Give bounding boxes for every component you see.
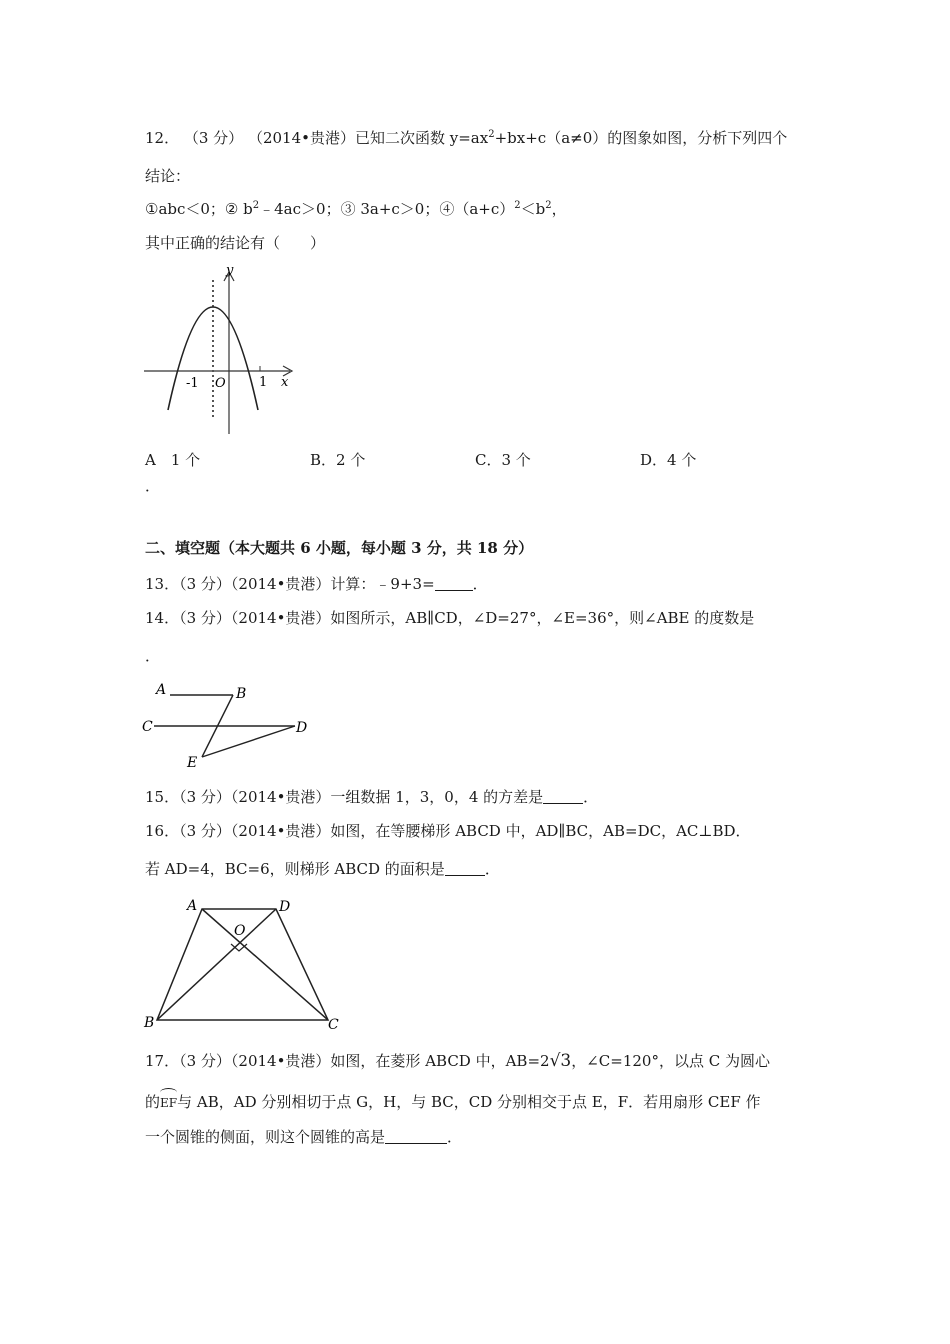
q17-sqrt3: √3 [549, 1051, 572, 1071]
q13 [145, 574, 488, 594]
label-a: A [187, 898, 198, 914]
q17-line3 [145, 1127, 462, 1147]
parabola-curve [168, 307, 258, 410]
q17-arc-ef: EF [160, 1089, 177, 1113]
q12-stem-b: +bx+c（a≠0）的图象如图，分析下列四个 [494, 129, 788, 147]
q12-stem-a: 已知二次函数 y=ax [355, 129, 489, 147]
q17-line1a: 17．（3 分）（2014•贵港）如图，在菱形 ABCD 中，AB=2 [145, 1052, 550, 1070]
q17-line2a: 的 [145, 1093, 161, 1111]
y-label: y [226, 263, 234, 278]
label-b: B [144, 1015, 155, 1031]
q12-conclusion-2: ﹣4ac＞0；③ 3a+c＞0；④（a+c） [259, 200, 515, 218]
q16-end: ． [484, 860, 500, 878]
q12-exponent-ac: 2 [514, 200, 521, 211]
q12-exponent-b: 2 [252, 200, 260, 211]
origin-label: O [215, 376, 226, 391]
q12-option-a[interactable]: A 1 个 [145, 451, 201, 469]
q12-question: 其中正确的结论有（ ） [145, 234, 326, 252]
pos1-label: 1 [259, 375, 268, 390]
q12-score: （3 分） [183, 129, 244, 147]
q13-text: 13．（3 分）（2014•贵港）计算：﹣9+3= [145, 575, 435, 593]
q16-line2 [145, 859, 500, 879]
q16-line1: 16．（3 分）（2014•贵港）如图，在等腰梯形 ABCD 中，AD∥BC，AB=DC，AC⊥BD． [145, 822, 751, 840]
q17-line2b: 与 AB，AD 分别相切于点 G，H，与 BC，CD 分别相交于点 E，F．若用扇形 CEF 作 [177, 1093, 761, 1111]
q12-number: 12． [145, 129, 180, 147]
q12-source: （2014•贵港） [247, 129, 355, 147]
q12-conclusion-end: ， [551, 200, 567, 218]
q15-answer-blank[interactable] [543, 789, 583, 804]
label-e: E [187, 755, 198, 771]
diagonal-bd [157, 909, 276, 1020]
q12-conclusion-1: ①abc＜0；② b [145, 200, 253, 218]
q17-line3-text: 一个圆锥的侧面，则这个圆锥的高是 [145, 1128, 386, 1146]
q15-text: 15．（3 分）（2014•贵港）一组数据 1，3，0，4 的方差是 [145, 788, 544, 806]
q17-end: ． [447, 1128, 463, 1146]
label-a: A [156, 682, 167, 698]
q12-conclusion-3: ＜b [520, 200, 546, 218]
neg1-label: -1 [186, 376, 199, 391]
q14-text: 14．（3 分）（2014•贵港）如图所示，AB∥CD，∠D=27°，∠E=36°，则∠ABE 的度数是 [145, 609, 755, 627]
diagonal-ac [202, 909, 328, 1020]
q17-answer-blank[interactable] [385, 1129, 447, 1144]
q13-end: ． [472, 575, 488, 593]
label-b: B [236, 686, 247, 702]
q14-dot: ． [145, 647, 161, 665]
q14-figure [140, 678, 320, 773]
q12-conclusions [145, 199, 567, 219]
q12-option-d[interactable]: D．4 个 [640, 451, 697, 469]
x-label: x [281, 375, 289, 390]
q17-line1 [145, 1051, 770, 1071]
q17-line1b: ，∠C=120°，以点 C 为圆心 [571, 1052, 770, 1070]
label-c: C [328, 1017, 339, 1033]
label-d: D [279, 899, 291, 915]
q13-answer-blank[interactable] [435, 576, 473, 591]
q12-parabola-graph [140, 262, 300, 437]
label-c: C [142, 719, 153, 735]
q17-line2 [145, 1089, 761, 1113]
label-o: O [234, 923, 246, 939]
q12-option-c[interactable]: C．3 个 [475, 451, 531, 469]
section-2-heading: 二、填空题（本大题共 6 小题，每小题 3 分，共 18 分） [145, 539, 534, 557]
label-d: D [296, 720, 308, 736]
q12-stem [145, 128, 787, 148]
q12-exponent-b2: 2 [545, 200, 552, 211]
q16-line2-text: 若 AD=4，BC=6，则梯形 ABCD 的面积是 [145, 860, 445, 878]
q12-option-dot: ． [145, 477, 161, 495]
q12-exponent: 2 [488, 129, 495, 140]
q15-end: ． [583, 788, 599, 806]
q16-trapezoid-figure [140, 893, 350, 1033]
q12-option-b[interactable]: B．2 个 [310, 451, 366, 469]
q15 [145, 787, 598, 807]
q16-answer-blank[interactable] [445, 861, 485, 876]
q12-stem-line2: 结论： [145, 167, 191, 185]
